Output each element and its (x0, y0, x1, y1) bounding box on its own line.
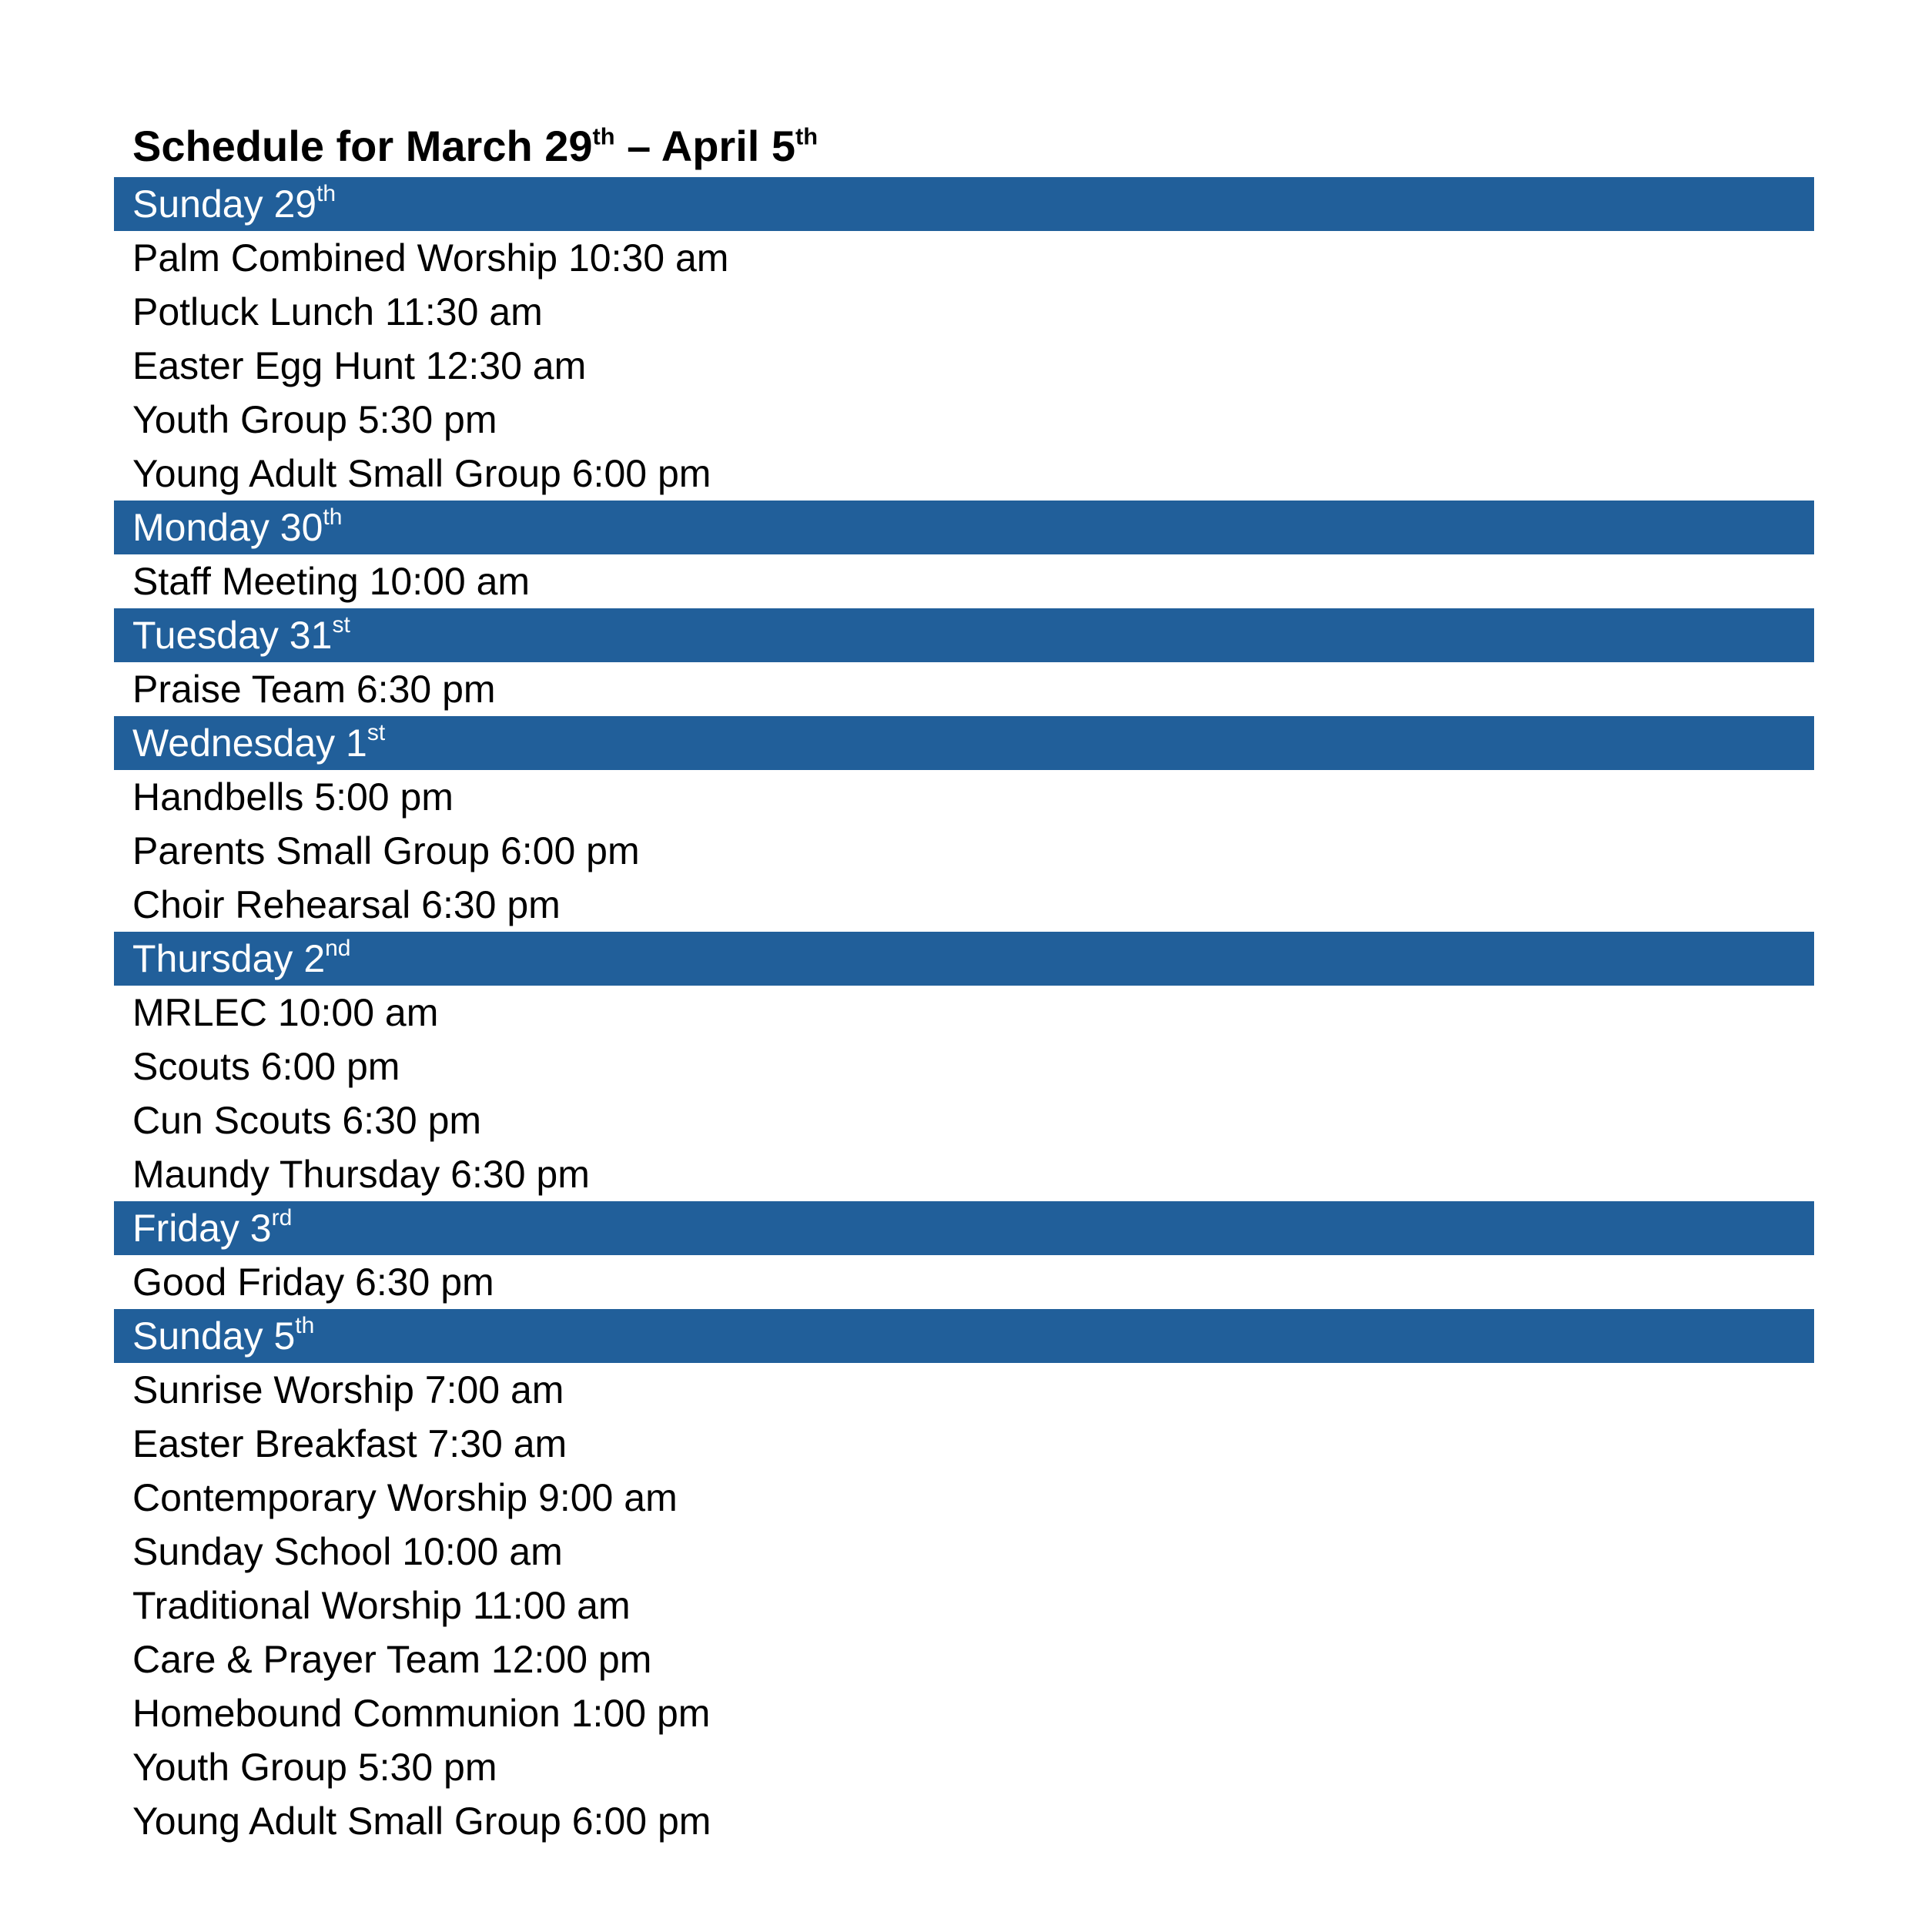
event-item: Sunrise Worship 7:00 am (132, 1368, 564, 1411)
event-item: Choir Rehearsal 6:30 pm (132, 883, 561, 926)
day-ordinal-suffix: rd (271, 1205, 293, 1231)
event-item: Staff Meeting 10:00 am (132, 560, 531, 603)
title-ordinal-end: th (795, 122, 819, 150)
event-item: Homebound Communion 1:00 pm (132, 1692, 711, 1735)
day-ordinal-suffix: th (316, 181, 336, 206)
day-label: Sunday 29 (132, 182, 317, 226)
day-label: Tuesday 31 (132, 614, 333, 657)
event-item: Cun Scouts 6:30 pm (132, 1099, 482, 1142)
schedule-title (114, 116, 1814, 177)
day-header (114, 608, 1814, 662)
schedule (114, 116, 1814, 1848)
day-section (114, 501, 1814, 608)
day-header (114, 932, 1814, 986)
day-section (114, 177, 1814, 501)
day-label: Friday 3 (132, 1207, 272, 1250)
day-header (114, 1309, 1814, 1363)
day-label: Wednesday 1 (132, 722, 367, 765)
event-item: Care & Prayer Team 12:00 pm (132, 1638, 652, 1681)
event-item: Scouts 6:00 pm (132, 1045, 400, 1088)
day-ordinal-suffix: nd (325, 936, 351, 961)
event-item: Palm Combined Worship 10:30 am (132, 236, 729, 280)
event-item: Easter Egg Hunt 12:30 am (132, 344, 587, 387)
day-header (114, 501, 1814, 554)
event-item: MRLEC 10:00 am (132, 991, 439, 1034)
day-header (114, 1201, 1814, 1255)
day-section (114, 608, 1814, 716)
event-item: Maundy Thursday 6:30 pm (132, 1153, 590, 1196)
event-item: Potluck Lunch 11:30 am (132, 290, 543, 333)
day-ordinal-suffix: th (323, 504, 343, 530)
event-item: Young Adult Small Group 6:00 pm (132, 1800, 711, 1843)
event-item: Youth Group 5:30 pm (132, 398, 497, 441)
event-item: Handbells 5:00 pm (132, 775, 454, 819)
day-header (114, 177, 1814, 231)
day-ordinal-suffix: st (332, 612, 350, 638)
day-ordinal-suffix: th (295, 1313, 315, 1338)
day-label: Monday 30 (132, 506, 323, 549)
event-item: Easter Breakfast 7:30 am (132, 1422, 567, 1465)
day-section (114, 716, 1814, 932)
event-item: Youth Group 5:30 pm (132, 1746, 497, 1789)
event-item: Good Friday 6:30 pm (132, 1261, 494, 1304)
event-item: Sunday School 10:00 am (132, 1530, 563, 1573)
title-text-end: – April 5 (614, 122, 796, 170)
days-list (114, 177, 1814, 1848)
day-ordinal-suffix: st (367, 720, 386, 745)
event-item: Contemporary Worship 9:00 am (132, 1476, 678, 1519)
day-section (114, 1201, 1814, 1309)
day-label: Thursday 2 (132, 937, 326, 980)
event-item: Parents Small Group 6:00 pm (132, 829, 640, 872)
day-header (114, 716, 1814, 770)
day-label: Sunday 5 (132, 1314, 296, 1358)
title-text-start: Schedule for March 29 (132, 122, 593, 170)
event-item: Praise Team 6:30 pm (132, 668, 496, 711)
event-item: Traditional Worship 11:00 am (132, 1584, 631, 1627)
day-section (114, 932, 1814, 1201)
day-section (114, 1309, 1814, 1848)
title-ordinal-start: th (592, 122, 615, 150)
event-item: Young Adult Small Group 6:00 pm (132, 452, 711, 495)
